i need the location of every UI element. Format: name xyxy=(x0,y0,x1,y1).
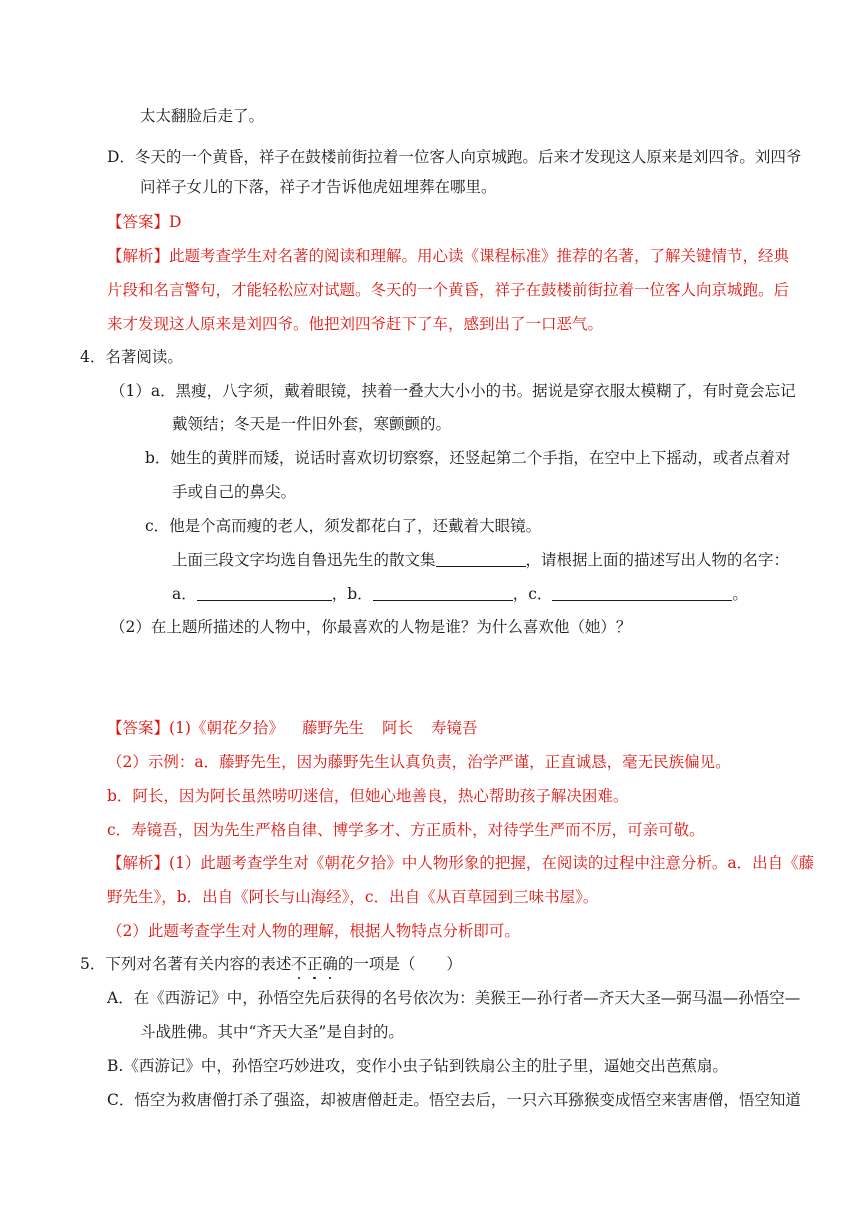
q4-passage-a-line1: （1）a．黑瘦，八字须，戴着眼镜，挟着一叠大大小小的书。据说是穿衣服太模糊了，有时竟会忘记 xyxy=(110,382,796,400)
q3-analysis-line2: 片段和名言警句，才能轻松应对试题。冬天的一个黄昏，祥子在鼓楼前街拉着一位客人向京城跑。后 xyxy=(107,281,790,299)
answer-a: 藤野先生 xyxy=(301,719,364,737)
answer-tag: 【答案】 xyxy=(107,213,170,231)
analysis-tag: 【解析】 xyxy=(107,854,170,872)
emphasis-char: 不 xyxy=(291,955,307,973)
answer-book: (1)《朝花夕拾》 xyxy=(169,719,284,737)
q5-title xyxy=(80,954,462,974)
answer-b: 阿长 xyxy=(382,719,414,737)
q5-option-a-line1: A．在《西游记》中，孙悟空先后获得的名号依次为：美猴王—孙行者—齐天大圣—弼马温—孙悟空— xyxy=(107,989,801,1007)
name-blank-a[interactable] xyxy=(197,586,332,601)
blank-b-label: ，b． xyxy=(331,585,373,603)
q3-option-c-continuation: 太太翻脸后走了。 xyxy=(140,107,265,125)
q4-passage-a-line2: 戴领结；冬天是一件旧外套，寒颤颤的。 xyxy=(172,415,452,433)
q4-answer-2b: b．阿长，因为阿长虽然唠叨迷信，但她心地善良，热心帮助孩子解决困难。 xyxy=(107,787,629,805)
q4-fill-collection xyxy=(172,550,789,570)
q4-analysis-line2: 野先生》，b．出自《阿长与山海经》，c．出自《从百草园到三味书屋》。 xyxy=(107,888,599,906)
q4-fill-names xyxy=(172,584,748,604)
answer-c: 寿镜吾 xyxy=(431,719,478,737)
q4-subquestion-2: （2）在上题所描述的人物中，你最喜欢的人物是谁？为什么喜欢他（她）？ xyxy=(110,618,632,636)
q3-analysis-line3: 来才发现这人原来是刘四爷。他把刘四爷赶下了车，感到出了一口恶气。 xyxy=(107,315,604,333)
q5-option-c-line1: C．悟空为救唐僧打杀了强盗，却被唐僧赶走。悟空去后，一只六耳猕猴变成悟空来害唐僧，悟空知道 xyxy=(107,1091,801,1109)
emphasis-char: 正 xyxy=(306,955,323,973)
analysis-text: 此题考查学生对名著的阅读和理解。用心读《课程标准》推荐的名著，了解关键情节，经典 xyxy=(169,247,790,265)
fill-suffix: ，请根据上面的描述写出人物的名字： xyxy=(525,551,790,569)
collection-blank[interactable] xyxy=(436,552,526,567)
analysis-text: (1）此题考查学生对《朝花夕拾》中人物形象的把握，在阅读的过程中注意分析。a．出自《藤 xyxy=(169,854,815,872)
blank-a-label: a． xyxy=(172,585,197,603)
q4-analysis-line3: （2）此题考查学生对人物的理解，根据人物特点分析即可。 xyxy=(107,922,520,940)
q4-analysis-line1 xyxy=(107,853,814,873)
name-blank-b[interactable] xyxy=(373,586,513,601)
q4-title: 4．名著阅读。 xyxy=(80,348,183,366)
q4-answer-2a: （2）示例：a．藤野先生，因为藤野先生认真负责，治学严谨，正直诚恳，毫无民族偏见。 xyxy=(107,753,731,771)
blank-c-label: ，c． xyxy=(512,585,553,603)
q5-title-pre: 5．下列对名著有关内容的表述 xyxy=(80,955,292,973)
q4-answer-1 xyxy=(107,718,478,738)
analysis-tag: 【解析】 xyxy=(107,247,170,265)
q4-passage-c-line1: c．他是个高而瘦的老人，须发都花白了，还戴着大眼镜。 xyxy=(145,517,542,535)
q4-passage-b-line2: 手或自己的鼻尖。 xyxy=(172,483,297,501)
answer-value: D xyxy=(169,213,182,231)
q4-answer-2c: c．寿镜吾，因为先生严格自律、博学多才、方正质朴，对待学生严而不厉，可亲可敬。 xyxy=(107,821,705,839)
q3-answer xyxy=(107,212,181,232)
q5-option-b: B.《西游记》中，孙悟空巧妙进攻，变作小虫子钻到铁扇公主的肚子里，逼她交出芭蕉扇。 xyxy=(107,1057,728,1075)
blank-end: 。 xyxy=(732,585,748,603)
q3-option-d-line1: D．冬天的一个黄昏，祥子在鼓楼前街拉着一位客人向京城跑。后来才发现这人原来是刘四爷。刘四爷 xyxy=(107,148,802,166)
q3-analysis-line1 xyxy=(107,246,789,266)
emphasis-char: 确 xyxy=(322,955,338,973)
q5-title-post: 的一项是（ ） xyxy=(337,955,462,973)
q5-option-a-line2: 斗战胜佛。其中“齐天大圣”是自封的。 xyxy=(140,1023,404,1041)
q4-passage-b-line1: b．她生的黄胖而矮，说话时喜欢切切察察，还竖起第二个手指，在空中上下摇动，或者点着对 xyxy=(145,449,791,467)
name-blank-c[interactable] xyxy=(552,586,732,601)
answer-tag: 【答案】 xyxy=(107,719,170,737)
q3-option-d-line2: 问祥子女儿的下落，祥子才告诉他虎妞埋葬在哪里。 xyxy=(140,178,497,196)
fill-prefix: 上面三段文字均选自鲁迅先生的散文集 xyxy=(172,551,436,569)
